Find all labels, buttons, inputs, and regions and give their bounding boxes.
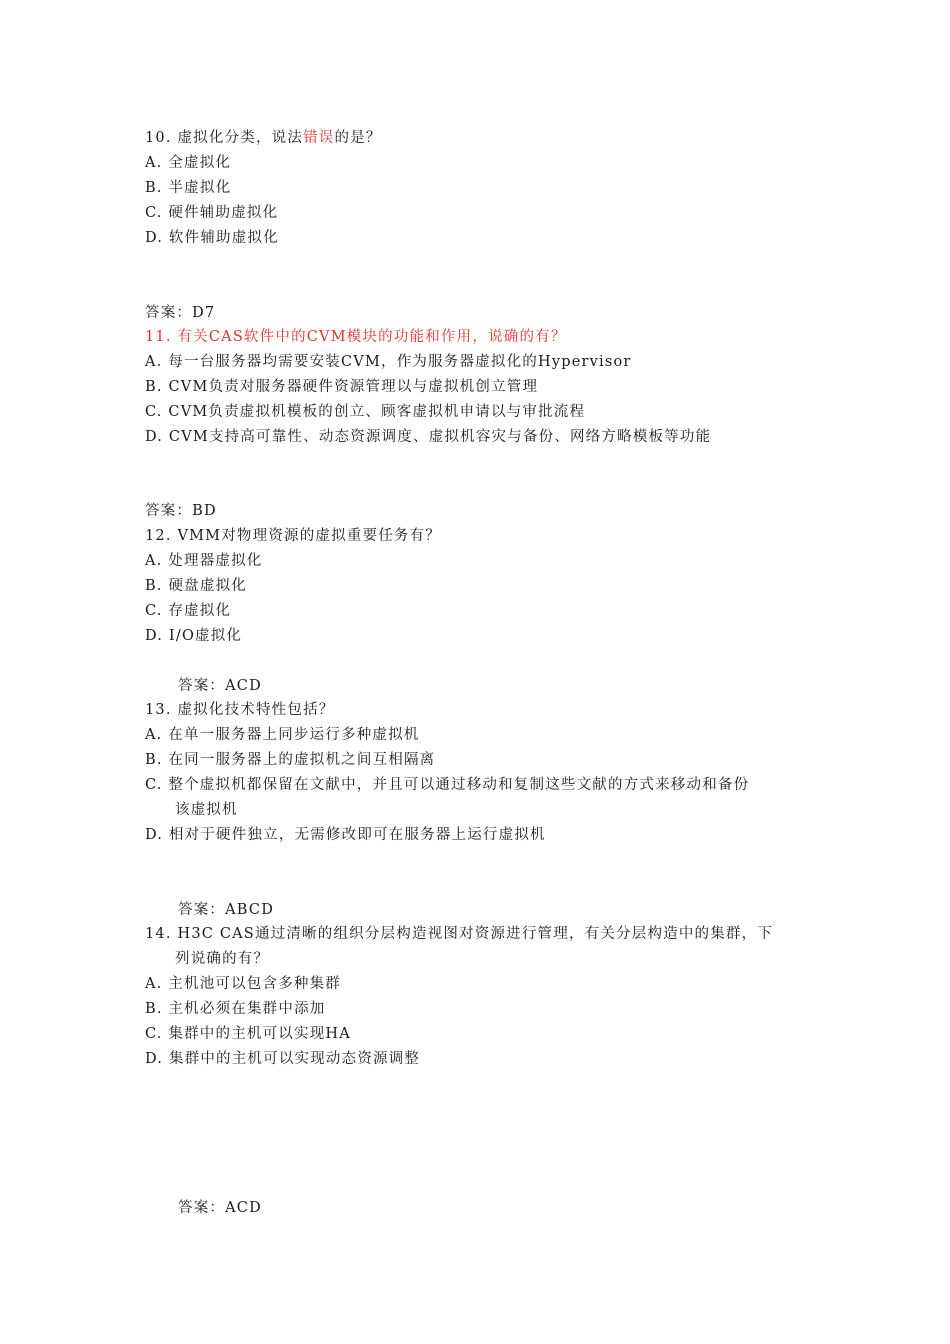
q12-answer: 答案：ACD — [178, 678, 262, 694]
q10-option-d: D. 软件辅助虚拟化 — [145, 230, 279, 246]
question-14-cont: 列说确的有？ — [175, 951, 270, 967]
q14-option-a: A. 主机池可以包含多种集群 — [145, 976, 341, 992]
question-12: 12. VMM对物理资源的虚拟重要任务有？ — [145, 528, 442, 544]
q12-option-a: A. 处理器虚拟化 — [145, 553, 263, 569]
q11-option-a: A. 每一台服务器均需要安装CVM，作为服务器虚拟化的Hypervisor — [145, 354, 632, 370]
q13-option-d: D. 相对于硬件独立，无需修改即可在服务器上运行虚拟机 — [145, 827, 546, 843]
q13-option-c: C. 整个虚拟机都保留在文献中，并且可以通过移动和复制这些文献的方式来移动和备份 — [145, 777, 750, 793]
q14-answer: 答案：ACD — [178, 1200, 262, 1216]
q11-option-b: B. CVM负责对服务器硬件资源管理以与虚拟机创立管理 — [145, 379, 539, 395]
question-13: 13. 虚拟化技术特性包括？ — [145, 702, 335, 718]
q12-option-c: C. 存虚拟化 — [145, 603, 232, 619]
q10-option-c: C. 硬件辅助虚拟化 — [145, 205, 279, 221]
q13-option-c-cont: 该虚拟机 — [175, 802, 238, 818]
question-10 — [145, 128, 382, 148]
question-10-text: 10. 虚拟化分类，说法 — [145, 130, 304, 146]
q14-option-d: D. 集群中的主机可以实现动态资源调整 — [145, 1051, 421, 1067]
q10-answer: 答案：D7 — [145, 305, 216, 321]
q14-option-b: B. 主机必须在集群中添加 — [145, 1001, 326, 1017]
question-10-highlight: 错误 — [303, 130, 335, 146]
q13-answer: 答案：ABCD — [178, 902, 275, 918]
q11-answer: 答案：BD — [145, 503, 217, 519]
q13-option-b: B. 在同一服务器上的虚拟机之间互相隔离 — [145, 752, 436, 768]
q10-option-b: B. 半虚拟化 — [145, 180, 232, 196]
q12-option-b: B. 硬盘虚拟化 — [145, 578, 247, 594]
q11-option-d: D. CVM支持高可靠性、动态资源调度、虚拟机容灾与备份、网络方略模板等功能 — [145, 429, 712, 445]
question-10-suffix: 的是？ — [334, 130, 382, 146]
q12-option-d: D. I/O虚拟化 — [145, 628, 243, 644]
q11-option-c: C. CVM负责虚拟机模板的创立、顾客虚拟机申请以与审批流程 — [145, 404, 586, 420]
q13-option-a: A. 在单一服务器上同步运行多种虚拟机 — [145, 727, 420, 743]
q10-option-a: A. 全虚拟化 — [145, 155, 232, 171]
q14-option-c: C. 集群中的主机可以实现HA — [145, 1026, 351, 1042]
question-14: 14. H3C CAS通过清晰的组织分层构造视图对资源进行管理，有关分层构造中的集群，下 — [145, 926, 774, 942]
question-11: 11. 有关CAS软件中的CVM模块的功能和作用，说确的有？ — [145, 329, 567, 345]
